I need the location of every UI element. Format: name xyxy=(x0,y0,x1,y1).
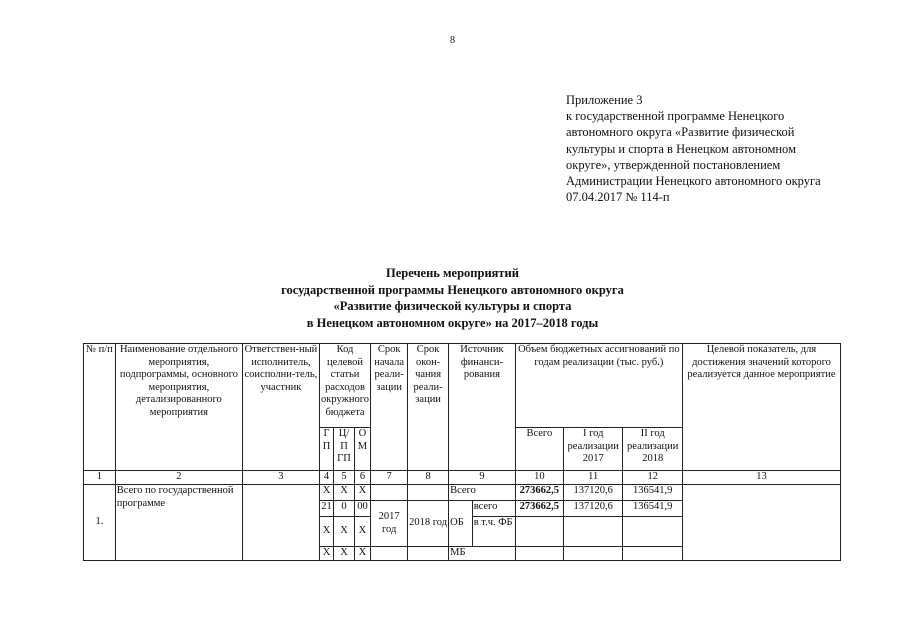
cell-total: 273662,5 xyxy=(515,501,563,517)
header-code: Код целевой статьи расходов окружного бюджета xyxy=(319,344,370,428)
cell-start-empty xyxy=(371,485,408,501)
header-source: Источник финанси-рования xyxy=(449,344,516,471)
col-number: 12 xyxy=(623,471,682,485)
cell-year-2 xyxy=(623,517,682,547)
header-year-2: II год реализации 2018 xyxy=(623,428,682,471)
cell-total: 273662,5 xyxy=(515,485,563,501)
cell-end: 2018 год xyxy=(408,501,449,547)
cell-source-ob: ОБ xyxy=(449,501,473,547)
cell-year-1: 137120,6 xyxy=(563,501,622,517)
cell-end-empty xyxy=(408,547,449,561)
cell-cgp: Х xyxy=(334,547,355,561)
appendix-line: к государственной программе Ненецкого xyxy=(566,109,785,124)
page-number: 8 xyxy=(450,35,455,46)
header-start: Срок начала реали-зации xyxy=(371,344,408,471)
cell-year-2 xyxy=(623,547,682,561)
cell-cgp: Х xyxy=(334,485,355,501)
header-end: Срок окон-чания реали-зации xyxy=(408,344,449,471)
cell-cgp: 0 xyxy=(334,501,355,517)
cell-total xyxy=(515,547,563,561)
cell-year-1 xyxy=(563,517,622,547)
cell-om: Х xyxy=(354,485,370,501)
header-num: № п/п xyxy=(84,344,116,471)
col-number: 7 xyxy=(371,471,408,485)
cell-om: Х xyxy=(354,547,370,561)
header-responsible: Ответствен-ный исполнитель, соисполни-тель, участник xyxy=(242,344,319,471)
title-line: государственной программы Ненецкого автономного округа xyxy=(281,282,624,297)
title-line: в Ненецком автономном округе» на 2017–2018 годы xyxy=(306,315,599,330)
cell-end-empty xyxy=(408,485,449,501)
cell-source-sub: в т.ч. ФБ xyxy=(472,517,515,547)
cell-gp: Х xyxy=(319,517,333,547)
header-budget: Объем бюджетных ассигнований по годам реализации (тыс. руб.) xyxy=(515,344,682,428)
row-number: 1. xyxy=(84,485,116,561)
cell-gp: 21 xyxy=(319,501,333,517)
col-number: 1 xyxy=(84,471,116,485)
col-number: 3 xyxy=(242,471,319,485)
cell-year-2: 136541,9 xyxy=(623,485,682,501)
cell-year-2: 136541,9 xyxy=(623,501,682,517)
cell-gp: Х xyxy=(319,547,333,561)
appendix-note xyxy=(566,92,821,205)
document-title xyxy=(0,265,905,331)
col-number: 10 xyxy=(515,471,563,485)
cell-cgp: Х xyxy=(334,517,355,547)
row-target xyxy=(682,485,840,561)
col-number: 11 xyxy=(563,471,622,485)
title-line: «Развитие физической культуры и спорта xyxy=(333,299,572,313)
col-number: 4 xyxy=(319,471,333,485)
appendix-line: культуры и спорта в Ненецком автономном xyxy=(566,141,796,156)
cell-om: Х xyxy=(354,517,370,547)
row-name: Всего по государственной программе xyxy=(115,485,242,561)
cell-om: 00 xyxy=(354,501,370,517)
title-line: Перечень мероприятий xyxy=(386,266,519,280)
cell-gp: Х xyxy=(319,485,333,501)
header-code-om: О М xyxy=(354,428,370,471)
cell-start-empty xyxy=(371,547,408,561)
header-code-gp: Г П xyxy=(319,428,333,471)
cell-total xyxy=(515,517,563,547)
col-number: 8 xyxy=(408,471,449,485)
cell-year-1 xyxy=(563,547,622,561)
header-name: Наименование отдельного мероприятия, подпрограммы, основного мероприятия, детализированного мероприятия xyxy=(115,344,242,471)
header-year-1: I год реализации 2017 xyxy=(563,428,622,471)
header-target: Целевой показатель, для достижения значений которого реализуется данное мероприятие xyxy=(682,344,840,471)
appendix-line: автономного округа «Развитие физической xyxy=(566,125,795,140)
cell-source: Всего xyxy=(449,485,516,501)
appendix-line: 07.04.2017 № 114-п xyxy=(566,190,670,205)
col-number: 13 xyxy=(682,471,840,485)
header-code-cgp: Ц/П ГП xyxy=(334,428,355,471)
cell-source: МБ xyxy=(449,547,516,561)
col-number: 9 xyxy=(449,471,516,485)
measures-table xyxy=(83,343,841,561)
cell-source-sub: всего xyxy=(472,501,515,517)
row-responsible xyxy=(242,485,319,561)
appendix-line: Приложение 3 xyxy=(566,93,643,107)
appendix-line: Администрации Ненецкого автономного округа xyxy=(566,174,821,189)
cell-year-1: 137120,6 xyxy=(563,485,622,501)
appendix-line: округе», утвержденной постановлением xyxy=(566,157,781,172)
cell-start: 2017 год xyxy=(371,501,408,547)
col-number: 2 xyxy=(115,471,242,485)
col-number: 6 xyxy=(354,471,370,485)
col-number: 5 xyxy=(334,471,355,485)
header-total: Всего xyxy=(515,428,563,471)
